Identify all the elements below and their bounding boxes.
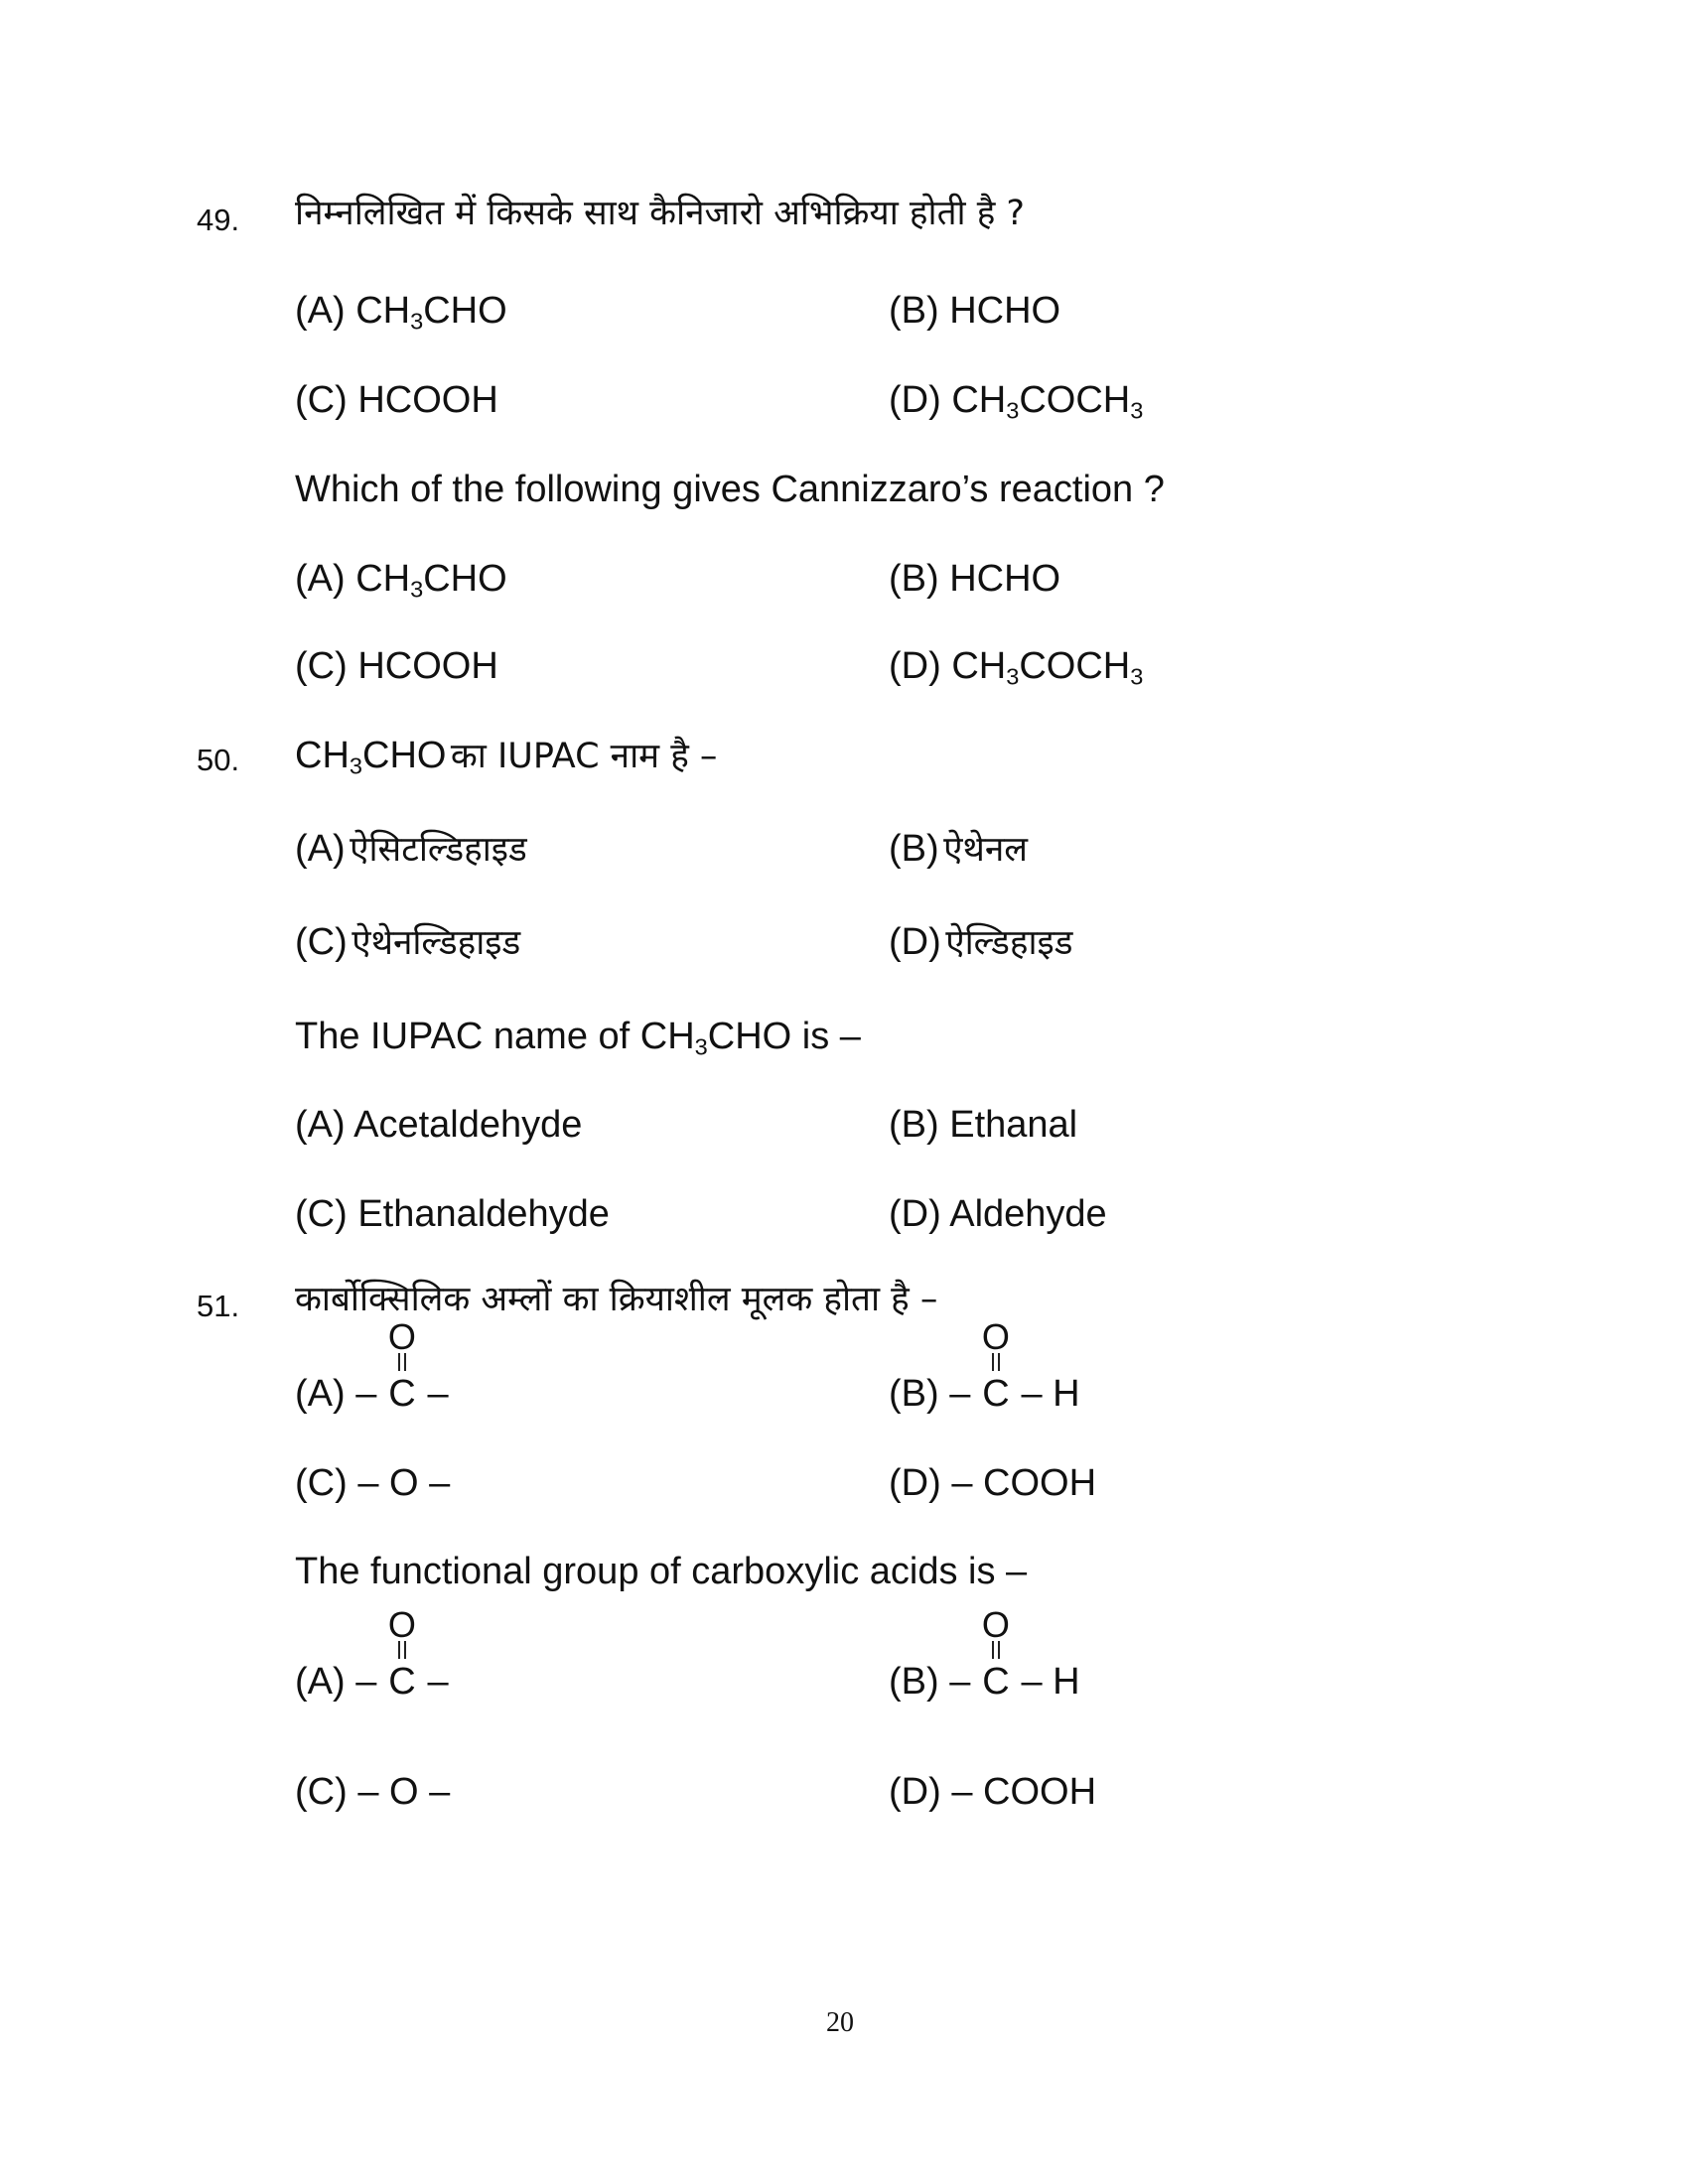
option-c: (C) – O – [295, 1462, 451, 1504]
double-bond [398, 1641, 406, 1659]
option-c: (C) ऐथेनल्डिहाइड [295, 921, 521, 963]
carbon-atom: C O [981, 1316, 1010, 1415]
option-c: (C) – O – [295, 1771, 451, 1813]
question-text-hindi: निम्नलिखित में किसके साथ कैनिजारो अभिक्रिया होती है ? [295, 194, 1025, 233]
option-b: (B) HCHO [889, 558, 1061, 600]
option-d: (D) $CH_3COCH_3$ [889, 645, 1144, 690]
option-b: (B) Ethanal [889, 1104, 1078, 1146]
option-d: (D) $CH_3COCH_3$ [889, 379, 1144, 424]
option-a: (A) ऐसिटल्डिहाइड [295, 828, 527, 870]
carbon-atom: C O [387, 1604, 416, 1703]
oxygen-atom: O [981, 1316, 1010, 1357]
carbon-atom: C O [387, 1316, 416, 1415]
oxygen-atom: O [387, 1604, 416, 1645]
option-a: (A) $CH_3CHO$ [295, 290, 507, 335]
option-a: (A) Acetaldehyde [295, 1104, 583, 1146]
option-b: (B) ऐथेनल [889, 828, 1028, 870]
option-c: (C) HCOOH [295, 645, 498, 687]
option-a-carbonyl: (A) – C O – [295, 1316, 449, 1415]
option-a-carbonyl: (A) – C O – [295, 1604, 449, 1703]
question-text-english: Which of the following gives Cannizzaro’s reaction ? [295, 469, 1165, 510]
option-c: (C) Ethanaldehyde [295, 1193, 610, 1235]
page-number: 20 [826, 2007, 854, 2038]
double-bond [992, 1641, 1000, 1659]
carbon-atom: C O [981, 1604, 1010, 1703]
option-d: (D) ऐल्डिहाइड [889, 921, 1073, 963]
oxygen-atom: O [387, 1316, 416, 1357]
question-text-hindi: कार्बोक्सिलिक अम्लों का क्रियाशील मूलक होता है – [295, 1280, 938, 1319]
option-d: (D) Aldehyde [889, 1193, 1107, 1235]
question-number: 50. [197, 743, 240, 777]
option-d: (D) – COOH [889, 1462, 1097, 1504]
option-b-aldehyde: (B) – C O – H [889, 1316, 1080, 1415]
question-text-english: The IUPAC name of $CH_3CHO$ is – [295, 1016, 861, 1060]
option-a: (A) $CH_3CHO$ [295, 558, 507, 603]
oxygen-atom: O [981, 1604, 1010, 1645]
question-text-english: The functional group of carboxylic acids is – [295, 1551, 1028, 1592]
question-number: 51. [197, 1289, 240, 1323]
option-d: (D) – COOH [889, 1771, 1097, 1813]
question-number: 49. [197, 203, 240, 237]
option-c: (C) HCOOH [295, 379, 498, 421]
option-b: (B) HCHO [889, 290, 1061, 332]
double-bond [992, 1353, 1000, 1371]
double-bond [398, 1353, 406, 1371]
question-text-hindi: $CH_3CHO$ का IUPAC नाम है – [295, 735, 718, 779]
option-b-aldehyde: (B) – C O – H [889, 1604, 1080, 1703]
